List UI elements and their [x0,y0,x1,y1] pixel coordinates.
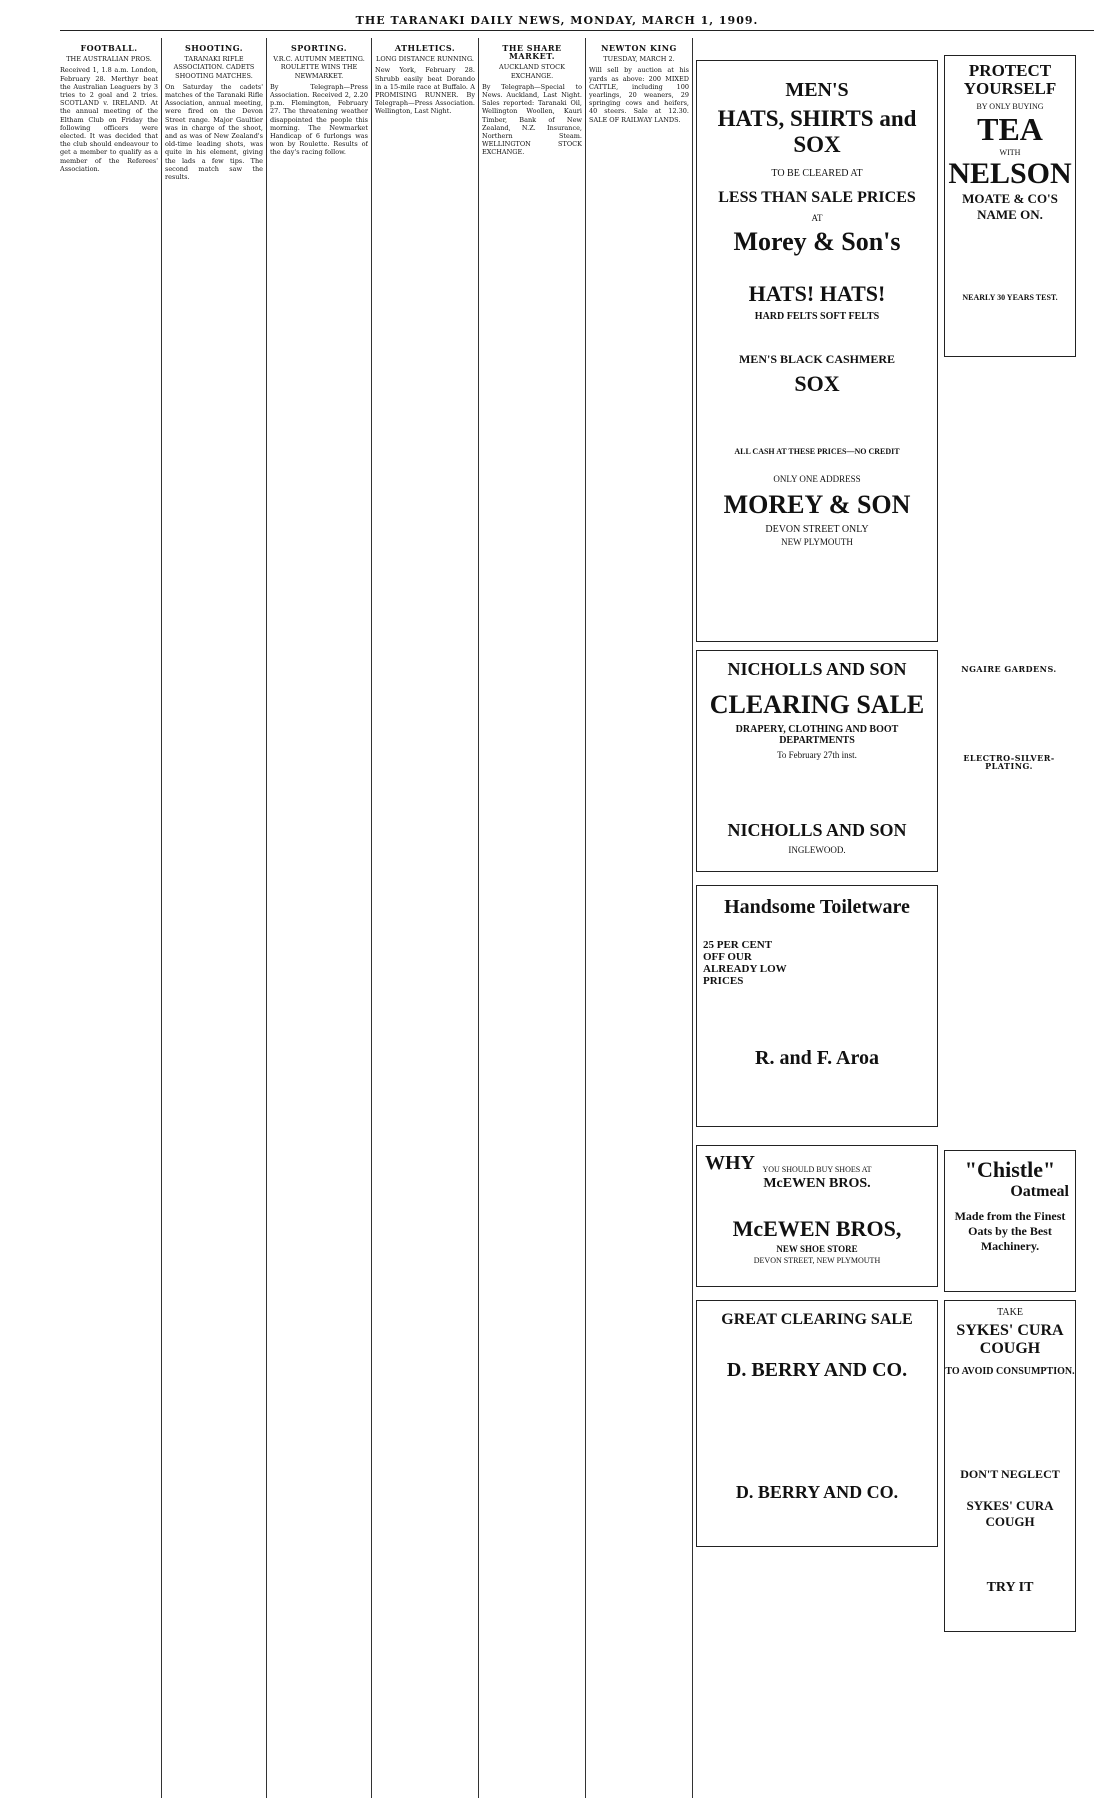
ad-mens-title: MEN'S [785,79,849,101]
ad-inglewood: INGLEWOOD. [788,845,846,855]
ad-tryit: TRY IT [986,1580,1034,1595]
column-subheading: AUCKLAND STOCK EXCHANGE. [499,63,565,80]
ad-morey-addr: DEVON STREET ONLY [765,524,869,535]
electro-notice [944,750,1074,880]
ad-nelson: NELSON [948,157,1072,190]
column-body: By Telegraph—Press Association. Received 2, 2.20 p.m. Flemington, February 27. The threatening weather disappointed the people this morning. The Newmarket Handicap of 6 furlongs was won by Roulette. Results of the day's racing follow. [270,82,368,157]
ad-toiletware: Handsome Toiletware [724,896,910,918]
ad-berry-footer: D. BERRY AND CO. [735,1482,899,1502]
sykes-advertisement [944,1300,1076,1632]
column-subheading: LONG DISTANCE RUNNING. [376,55,474,64]
column-body: On Saturday the cadets' matches of the Taranaki Rifle Association, annual meeting, were fired on the Devon Street range. Major Gaultier was in charge of the shoot, and as was of New Zealand's old-time leading shots, was quite in his element, giving the lads a few tips. The second match saw the results. [165,82,263,182]
berry-advertisement [696,1300,938,1547]
column-subheading: TUESDAY, MARCH 2. [603,55,675,64]
ad-mens-at: AT [811,213,823,223]
ad-mcewen-addr: DEVON STREET, NEW PLYMOUTH [753,1256,881,1265]
ad-aroa: R. and F. Aroa [755,1047,879,1069]
column-body: Received 1, 1.8 a.m. London, February 28. Merthyr beat the Australian Leaguers by 3 tries to 2 goal and 2 tries. SCOTLAND v. IRELAND. At the annual meeting of the Eltham Club on Friday the following officers were elected. It was decided that the club should endeavour to get a member to qualify as a member of the Referees' Association. [60,66,158,173]
column-body: By Telegraph—Special to News. Auckland, Last Night. Sales reported: Taranaki Oil, Wellington Woollen, Kauri Timber, Bank of New Zealand, N.Z. Insurance, Northern Steam. WELLINGTON STOCK EXCHANGE. [482,82,582,157]
toiletware-advertisement [696,885,938,1127]
ad-hats: HATS! HATS! [748,281,886,306]
ad-morey-town: NEW PLYMOUTH [781,537,853,547]
ad-protect: PROTECT YOURSELF [963,61,1057,98]
column-heading: ATHLETICS. [394,43,456,53]
morey-son-advertisement [696,60,938,642]
ad-mens-price: LESS THAN SALE PRICES [718,189,916,206]
ad-oatmeal: Oatmeal [1010,1183,1069,1200]
ad-only-one: ONLY ONE ADDRESS [773,474,861,484]
ad-great: GREAT CLEARING SALE [721,1311,913,1328]
ad-mcewen-store: NEW SHOE STORE [776,1244,858,1254]
column-athletics [375,40,475,1800]
ad-hats-sub: HARD FELTS SOFT FELTS [754,311,880,322]
ad-sox-title: MEN'S BLACK CASHMERE [738,352,896,366]
column-heading: SPORTING. [290,43,348,53]
header-rule [60,30,1094,31]
ad-clearing-date: To February 27th inst. [777,750,857,760]
ad-clearing: CLEARING SALE [709,690,925,719]
ad-mens-items: HATS, SHIRTS and SOX [717,106,917,157]
ad-nicholls-footer: NICHOLLS AND SON [727,820,907,840]
column-body: Will sell by auction at his yards as above: 200 MIXED CATTLE, including 100 yearlings, 20 weaners, 29 springing cows and heifers, 40 steers. Sale at 12.30. SALE OF RAILWAY LANDS. [589,66,689,124]
ad-protect-sub: BY ONLY BUYING [976,102,1044,111]
column-body: New York, February 28. Shrubb easily beat Dorando in a 15-mile race at Buffalo. A PROMISING RUNNER. By Telegraph—Press Association. Wellington, Last Night. [375,66,475,116]
column-divider [585,38,586,1798]
ad-thirty: NEARLY 30 YEARS TEST. [962,293,1058,302]
ad-mens-store: Morey & Son's [733,227,901,256]
ad-mcewen-name: McEWEN BROS. [763,1176,871,1191]
column-heading: THE SHARE MARKET. [502,43,562,62]
ad-sox: SOX [794,371,840,396]
column-share-market [482,40,582,1800]
ad-neglect: DON'T NEGLECT [960,1467,1060,1481]
ad-mcewen-big: McEWEN BROS, [732,1216,902,1241]
column-subheading: TARANAKI RIFLE ASSOCIATION. CADETS SHOOTING MATCHES. [173,55,255,80]
column-divider [371,38,372,1798]
electro-heading: ELECTRO-SILVER-PLATING. [963,753,1055,772]
column-divider [692,38,693,1798]
column-subheading: V.R.C. AUTUMN MEETING. ROULETTE WINS THE NEWMARKET. [273,55,365,80]
ad-toilet-pct: 25 PER CENT OFF OUR ALREADY LOW PRICES [703,939,787,987]
ad-mcewen-why: WHY [705,1152,755,1174]
ad-morey: MOREY & SON [723,490,911,519]
classifieds-right [944,365,1074,745]
ad-cash: ALL CASH AT THESE PRICES—NO CREDIT [734,447,900,456]
column-subheading: THE AUSTRALIAN PROS. [66,55,152,64]
column-heading: SHOOTING. [184,43,244,53]
ad-nicholls: NICHOLLS AND SON [727,659,907,679]
mcewen-advertisement [696,1145,938,1287]
ad-berry: D. BERRY AND CO. [726,1359,908,1381]
column-divider [266,38,267,1798]
nelson-tea-advertisement [944,55,1076,357]
ad-mens-sub: TO BE CLEARED AT [771,168,863,179]
ad-name-on: NAME ON. [977,207,1043,222]
ad-sykes: SYKES' CURA COUGH [956,1322,1064,1357]
column-divider [161,38,162,1798]
ad-tea: TEA [977,111,1043,147]
column-heading: NEWTON KING [601,43,677,53]
column-divider [478,38,479,1798]
ad-take: TAKE [997,1307,1023,1318]
column-heading: FOOTBALL. [80,43,138,53]
ad-oat-made: Made from the Finest Oats by the Best Machinery. [954,1209,1066,1253]
ad-avoid: TO AVOID CONSUMPTION. [945,1366,1075,1377]
ad-moate: MOATE & CO'S [962,191,1058,206]
thistle-oatmeal-advertisement [944,1150,1076,1292]
ad-with: WITH [999,148,1021,157]
masthead: THE TARANAKI DAILY NEWS, MONDAY, MARCH 1, 1909. [355,14,759,27]
ad-sykes2: SYKES' CURA COUGH [966,1498,1054,1529]
column-football [60,40,158,1800]
column-shooting [165,40,263,1800]
column-newton-king [589,40,689,1800]
ad-mcewen-buy: YOU SHOULD BUY SHOES AT [762,1165,872,1174]
nicholls-advertisement [696,650,938,872]
ad-clearing-sub: DRAPERY, CLOTHING AND BOOT DEPARTMENTS [735,724,899,746]
ngaire-heading: NGAIRE GARDENS. [961,664,1057,674]
column-sporting [270,40,368,1800]
ad-thistle: "Chistle" [964,1157,1056,1182]
